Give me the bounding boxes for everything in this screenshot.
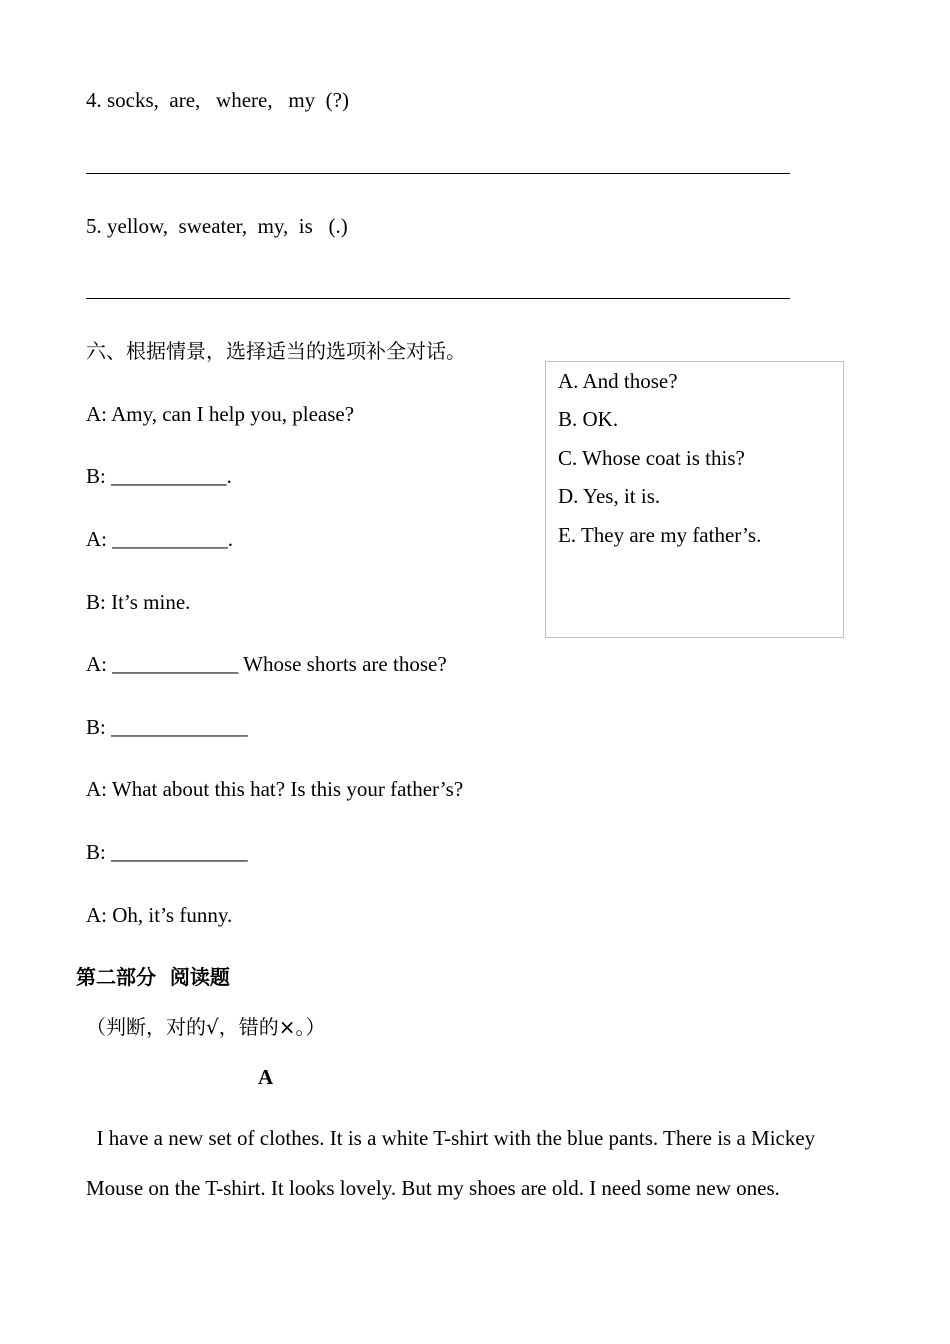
- dialogue-line-1: A: Amy, can I help you, please?: [86, 402, 355, 426]
- dialogue-line-2: B: ___________.: [86, 464, 232, 488]
- question-5: 5. yellow, sweater, my, is (.): [86, 214, 348, 238]
- question-4: 4. socks, are, where, my (?): [86, 88, 349, 112]
- dialogue-line-3: A: ___________.: [86, 527, 233, 551]
- option-c: C. Whose coat is this?: [558, 446, 745, 470]
- dialogue-line-5: A: ____________ Whose shorts are those?: [86, 652, 447, 676]
- reading-passage: I have a new set of clothes. It is a white T-shirt with the blue pants. There is a Mickey Mouse on the T-shirt. It looks lovely. But my shoes are old. I need some new ones.: [86, 1126, 821, 1200]
- dialogue-line-7: A: What about this hat? Is this your father’s?: [86, 777, 464, 801]
- option-a: A. And those?: [558, 369, 678, 393]
- dialogue-line-4: B: It’s mine.: [86, 590, 191, 614]
- dialogue-line-8: B: _____________: [86, 840, 248, 864]
- option-d: D. Yes, it is.: [558, 484, 661, 508]
- option-b: B. OK.: [558, 407, 619, 431]
- section-6-heading: 六、根据情景，选择适当的选项补全对话。: [86, 339, 466, 363]
- options-box: [545, 361, 844, 638]
- answer-line-4: [86, 173, 790, 174]
- part-2-instruction: （判断，对的√，错的×。）: [86, 1015, 326, 1039]
- part-2-heading: 第二部分 阅读题: [76, 965, 230, 989]
- option-e: E. They are my father’s.: [558, 523, 762, 547]
- dialogue-line-9: A: Oh, it’s funny.: [86, 903, 233, 927]
- answer-line-5: [86, 298, 790, 299]
- passage-label: A: [258, 1065, 274, 1089]
- dialogue-line-6: B: _____________: [86, 715, 248, 739]
